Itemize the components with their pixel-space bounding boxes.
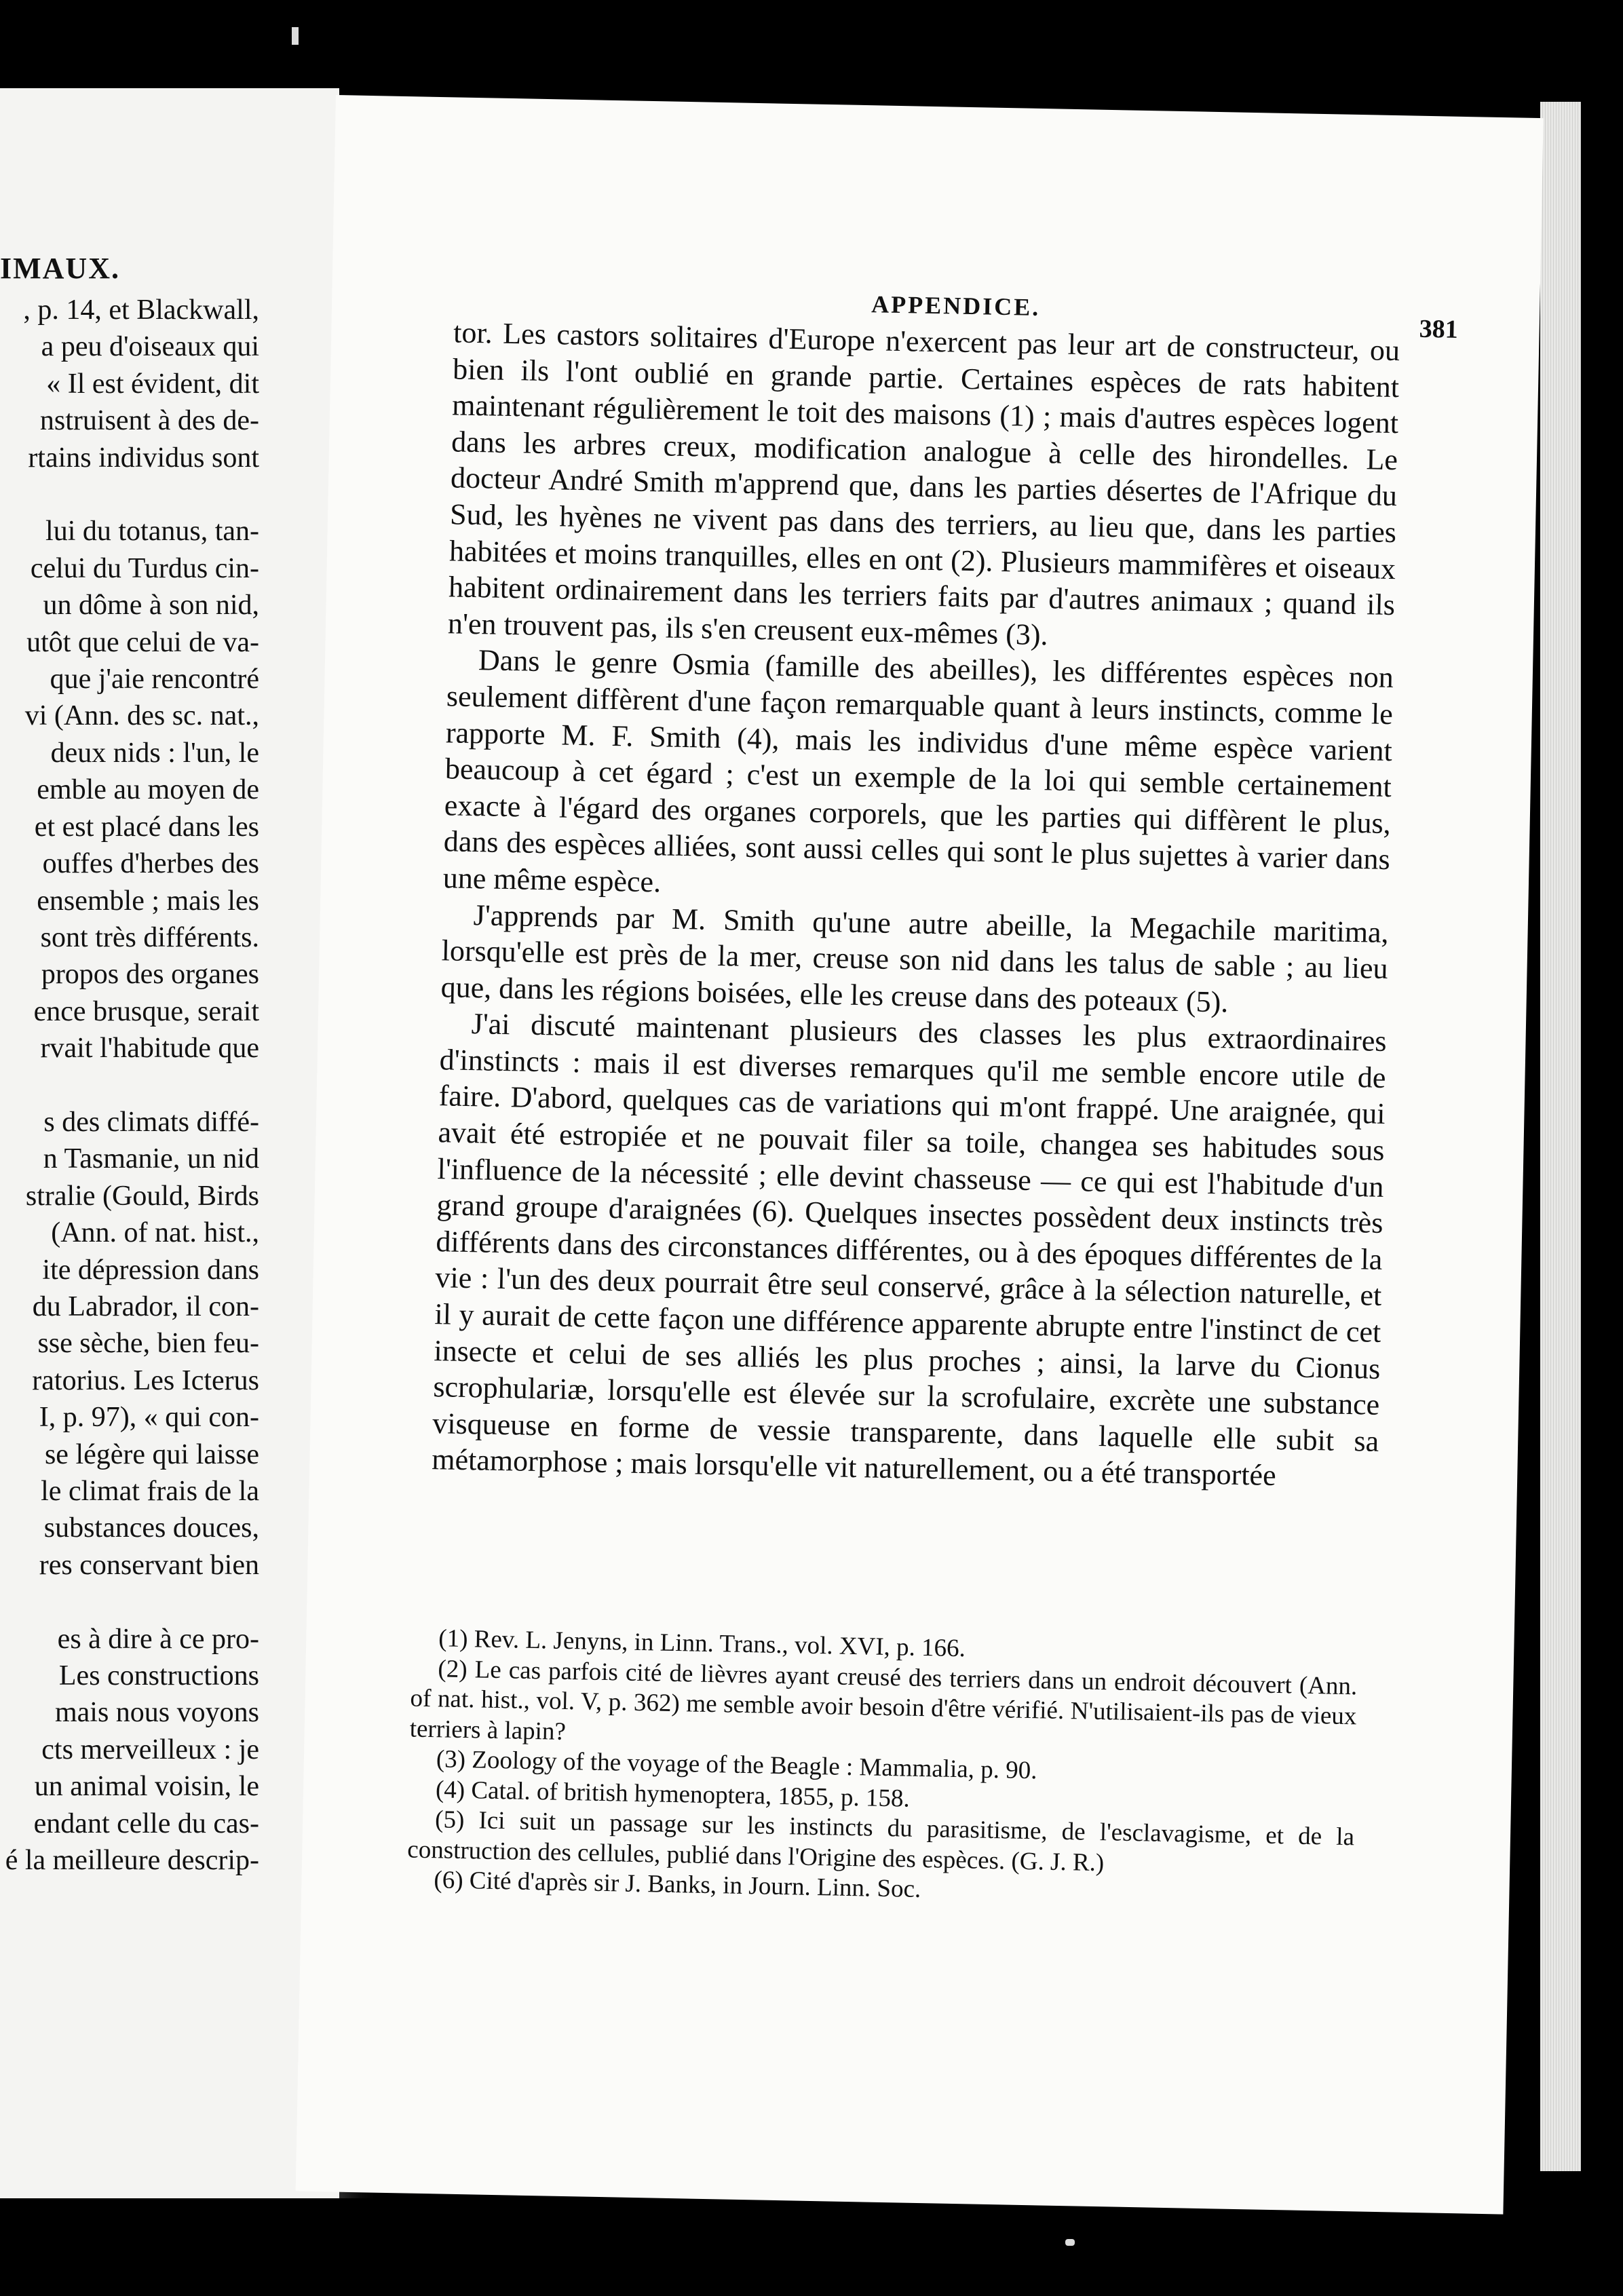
- left-text-line: celui du Turdus cin-: [30, 552, 259, 584]
- left-text-line: Les constructions: [58, 1660, 259, 1692]
- left-text-line: [0, 1067, 259, 1104]
- paragraph: tor. Les castors solitaires d'Europe n'exercent pas leur art de constructeur, ou bien ils l'ont oublié en grande partie. Certaines espèces de rats habitent maintenant régulièrement le toit des maisons (1) ; mais d'autres espèces logent dans les arbres creux, modification analogue à celle des hirondelles. Le docteur André Smith m'apprend que, dans les parties désertes de l'Afrique du Sud, les hyènes ne vivent pas dans des terriers, au lieu que, dans les parties habitées et moins tranquilles, elles en ont (2). Plusieurs mammifères et oiseaux habitent ordinairement dans les terriers faits par d'autres animaux ; quand ils n'en trouvent pas, ils s'en creusent eux-mêmes (3).: [447, 315, 1400, 652]
- left-text-line: es à dire à ce pro-: [57, 1623, 259, 1655]
- left-text-line: un animal voisin, le: [34, 1771, 259, 1803]
- left-text-line: ratorius. Les Icterus: [32, 1364, 259, 1396]
- scan-artifact-bottom: [1065, 2239, 1075, 2246]
- left-text-line: sont très différents.: [40, 921, 259, 953]
- left-text-line: rvait l'habitude que: [40, 1033, 259, 1065]
- paragraph: J'apprends par M. Smith qu'une autre abeille, la Megachile maritima, lorsqu'elle est près de la mer, creuse son nid dans les talus de sable ; au lieu que, dans les régions boisées, elle les creuse dans des poteaux (5).: [440, 898, 1390, 1019]
- left-text-line: , p. 14, et Blackwall,: [23, 294, 259, 326]
- left-text-line: res conservant bien: [39, 1549, 259, 1581]
- left-text-line: un dôme à son nid,: [43, 590, 259, 621]
- page-edges: [1540, 102, 1581, 2171]
- left-text-line: ite dépression dans: [42, 1254, 259, 1286]
- left-text-line: vi (Ann. des sc. nat.,: [24, 700, 259, 732]
- left-text-line: mais nous voyons: [54, 1697, 259, 1729]
- left-text-line: emble au moyen de: [37, 774, 259, 806]
- left-text-line: ence brusque, serait: [33, 995, 259, 1027]
- left-text-line: « Il est évident, dit: [46, 368, 259, 400]
- left-text-line: s des climats diffé-: [43, 1106, 259, 1138]
- left-text-line: sse sèche, bien feu-: [37, 1328, 259, 1360]
- footnote: (4) Catal. of british hymenoptera, 1855, p. 158.: [435, 1775, 911, 1813]
- scan-artifact-top: [292, 27, 299, 45]
- footnote: (6) Cité d'après sir J. Banks, in Journ. Linn. Soc.: [434, 1866, 921, 1904]
- right-page: [296, 95, 1544, 2215]
- page-number: 381: [1419, 314, 1459, 344]
- left-text-line: substances douces,: [43, 1512, 259, 1544]
- footnote: (3) Zoology of the voyage of the Beagle : Mammalia, p. 90.: [436, 1745, 1037, 1785]
- left-text-line: rtains individus sont: [28, 442, 259, 474]
- left-text-line: a peu d'oiseaux qui: [41, 331, 259, 363]
- left-running-head: IMAUX.: [0, 252, 120, 285]
- left-text-line: ouffes d'herbes des: [42, 848, 259, 880]
- left-text-line: nstruisent à des de-: [39, 405, 259, 437]
- footnote: (2) Le cas parfois cité de lièvres ayant creusé des terriers dans un endroit découvert (Ann. of nat. hist., vol. V, p. 362) me semble avoir besoin d'être vérifié. N'utilisaient-ils pas de vieux terriers à lapin?: [409, 1654, 1358, 1746]
- left-text-line: é la meilleure descrip-: [5, 1845, 259, 1877]
- left-text-line: stralie (Gould, Birds: [25, 1180, 259, 1212]
- left-text-line: propos des organes: [41, 959, 259, 991]
- left-text-line: cts merveilleux : je: [41, 1734, 259, 1765]
- left-text-line: du Labrador, il con-: [32, 1290, 259, 1322]
- left-text-line: deux nids : l'un, le: [50, 737, 259, 769]
- body-text: [432, 314, 1400, 1495]
- footnote: (1) Rev. L. Jenyns, in Linn. Trans., vol. XVI, p. 166.: [438, 1624, 966, 1663]
- left-text-line: ensemble ; mais les: [37, 885, 259, 917]
- left-text-line: le climat frais de la: [41, 1476, 259, 1507]
- left-text-line: [0, 1584, 259, 1620]
- left-text-line: lui du totanus, tan-: [45, 516, 259, 548]
- left-page-text: [0, 292, 259, 1879]
- paragraph: J'ai discuté maintenant plusieurs des classes les plus extraordinaires d'instincts : mais il est diverses remarques qu'il me semble encore utile de faire. D'abord, quelques cas de variations qui m'ont frappé. Une araignée, qui avait été estropiée et ne pouvait filer sa toile, changea ses habitudes sous l'influence de la nécessité ; elle devint chasseuse — ce qui est l'habitude d'un grand groupe d'araignées (6). Quelques insectes possèdent deux instincts très différents dans des circonstances différentes, ou à des époques différentes de la vie : l'un des deux pourrait être seul conservé, grâce à la sélection naturelle, et il y aurait de cette façon une différence apparente abrupte entre l'instinct de cet insecte et celui de ses alliés les plus proches ; ainsi, la larve du Cionus scrophulariæ, lorsqu'elle est élevée sur la scrofulaire, excrète une substance visqueuse en forme de vessie transparente, dans laquelle elle subit sa métamorphose ; mais lorsqu'elle vit naturellement, ou a été transportée: [431, 1007, 1387, 1493]
- left-text-line: utôt que celui de va-: [26, 626, 259, 658]
- footnote: (5) Ici suit un passage sur les instincts du parasitisme, de l'esclavagisme, et de la construction des cellules, publié dans l'Origine des espèces. (G. J. R.): [406, 1805, 1355, 1877]
- left-text-line: (Ann. of nat. hist.,: [51, 1217, 259, 1249]
- left-text-line: se légère qui laisse: [44, 1438, 259, 1470]
- footnotes: [406, 1624, 1358, 1913]
- left-text-line: et est placé dans les: [34, 811, 259, 843]
- left-text-line: I, p. 97), « qui con-: [39, 1402, 259, 1434]
- paragraph: Dans le genre Osmia (famille des abeilles), les différentes espèces non seulement diffèrent d'une façon remarquable quant à leurs instincts, comme le rapporte M. F. Smith (4), mais les individus d'une même espèce varient beaucoup à cet égard ; c'est un exemple de la loi qui semble certainement exacte à l'égard des organes corporels, que les parties qui diffèrent le plus, dans des espèces alliées, sont aussi celles qui sont le plus sujettes à varier dans une même espèce.: [442, 643, 1394, 899]
- left-text-line: endant celle du cas-: [33, 1807, 259, 1839]
- running-head: APPENDICE.: [871, 290, 1041, 321]
- left-text-line: [0, 476, 259, 513]
- left-text-line: que j'aie rencontré: [50, 664, 259, 695]
- left-text-line: n Tasmanie, un nid: [43, 1143, 259, 1175]
- left-page: [0, 88, 339, 2198]
